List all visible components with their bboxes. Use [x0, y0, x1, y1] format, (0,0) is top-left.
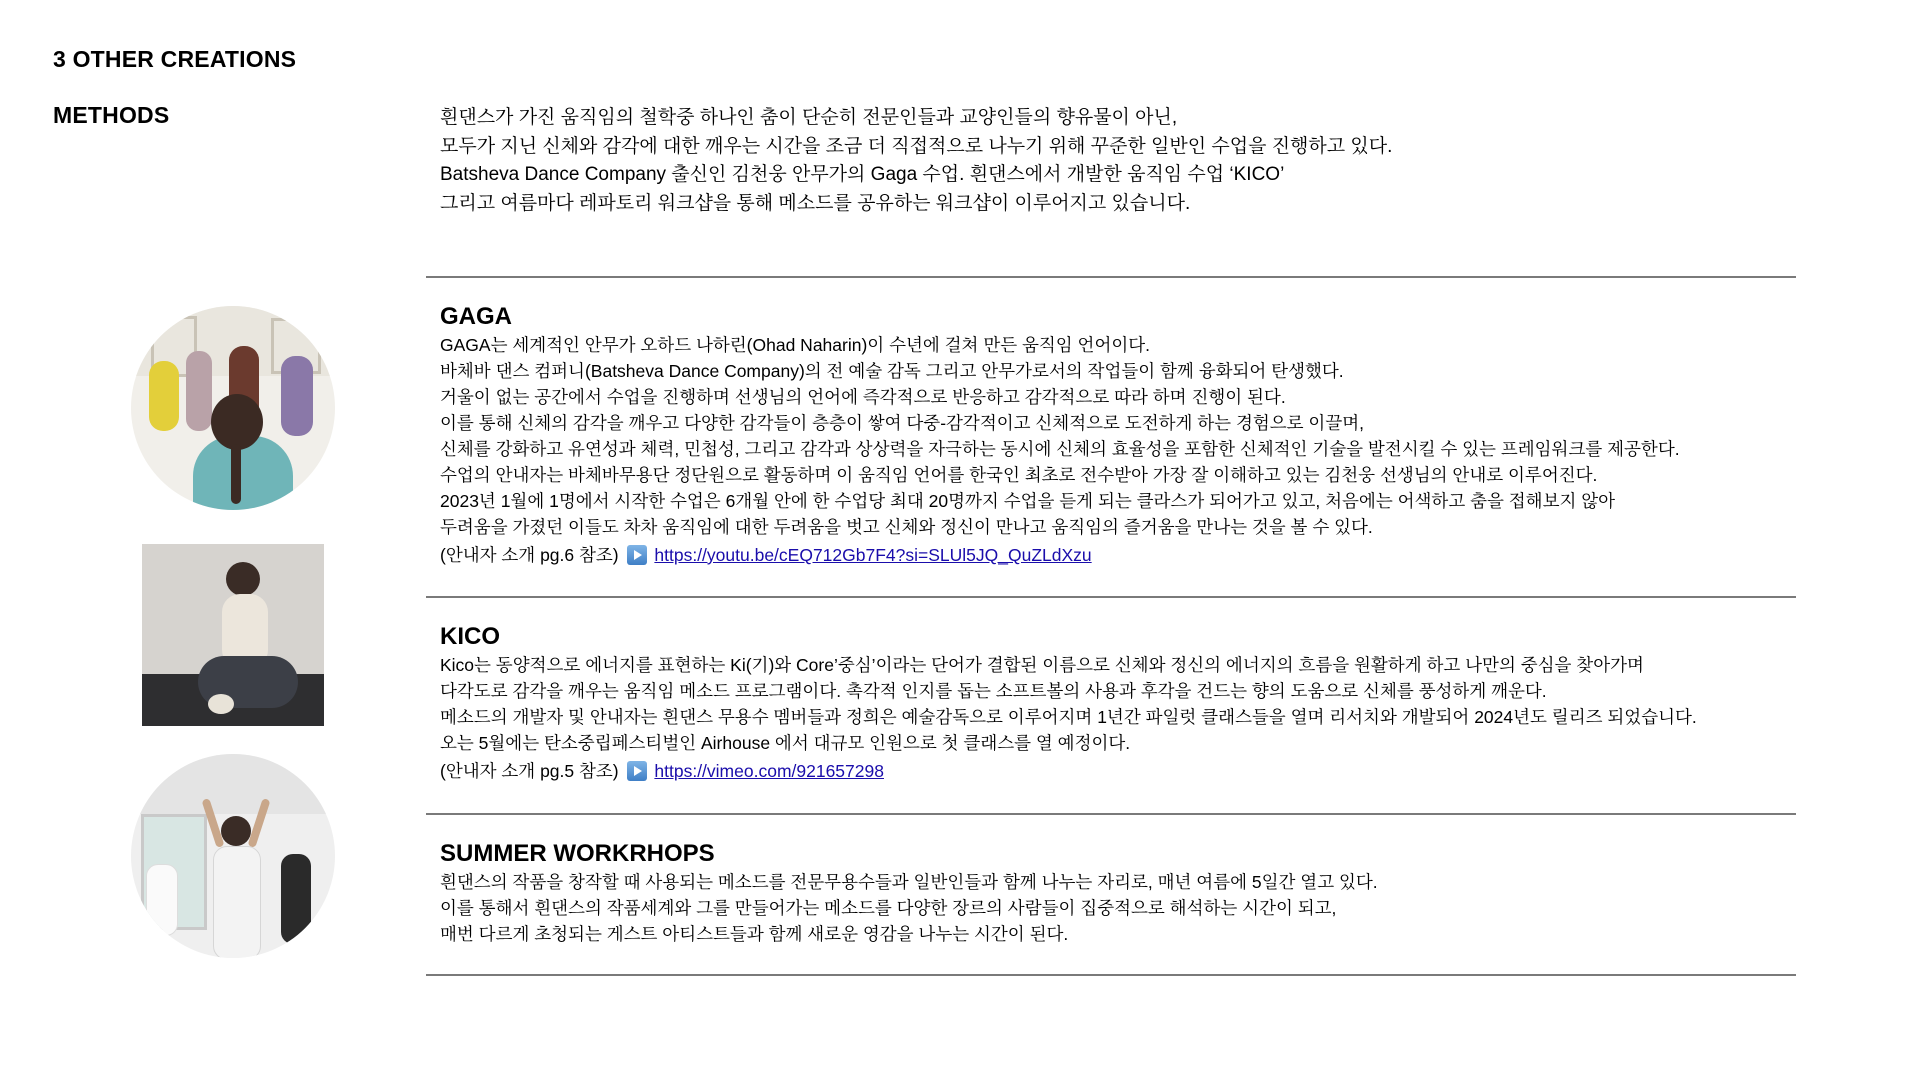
play-button-icon[interactable]	[627, 545, 647, 565]
intro-line: Batsheva Dance Company 출신인 김천웅 안무가의 Gaga 수업. 흰댄스에서 개발한 움직임 수업 ‘KICO’	[440, 164, 1285, 185]
intro-line: 흰댄스가 가진 움직임의 철학중 하나인 춤이 단순히 전문인들과 교양인들의 향유물이 아닌,	[440, 107, 1178, 128]
gaga-reference	[440, 542, 1680, 568]
methods-title: METHODS	[53, 102, 170, 128]
summer-title: SUMMER WORKRHOPS	[440, 840, 715, 867]
summer-workshop-photo	[131, 754, 335, 958]
gaga-class-photo	[131, 306, 335, 510]
kico-ref-text: (안내자 소개 pg.5 참조)	[440, 761, 619, 781]
kico-section	[440, 622, 1697, 784]
kico-video-link[interactable]: https://vimeo.com/921657298	[654, 761, 884, 781]
divider	[426, 974, 1796, 976]
gaga-video-link[interactable]: https://youtu.be/cEQ712Gb7F4?si=SLUl5JQ_QuZLdXzu	[654, 545, 1092, 565]
summer-line: 이를 통해서 흰댄스의 작품세계와 그를 만들어가는 메소드를 다양한 장르의 사람들이 집중적으로 해석하는 시간이 되고,	[440, 898, 1337, 918]
kico-reference	[440, 758, 1697, 784]
kico-title: KICO	[440, 623, 500, 650]
gaga-line: 신체를 강화하고 유연성과 체력, 민첩성, 그리고 감각과 상상력을 자극하는 동시에 신체의 효율성을 포함한 신체적인 기술을 발전시킬 수 있는 프레임워크를 제공한다.	[440, 439, 1680, 459]
kico-line: Kico는 동양적으로 에너지를 표현하는 Ki(기)와 Core’중심’이라는 단어가 결합된 이름으로 신체와 정신의 에너지의 흐름을 원활하게 하고 나만의 중심을 찾아가며	[440, 655, 1644, 675]
gaga-title: GAGA	[440, 303, 512, 330]
gaga-line: 거울이 없는 공간에서 수업을 진행하며 선생님의 언어에 즉각적으로 반응하고 감각적으로 따라 하며 진행이 된다.	[440, 387, 1286, 407]
play-button-icon[interactable]	[627, 761, 647, 781]
kico-line: 오는 5월에는 탄소중립페스티벌인 Airhouse 에서 대규모 인원으로 첫 클래스를 열 예정이다.	[440, 733, 1131, 753]
summer-line: 매번 다르게 초청되는 게스트 아티스트들과 함께 새로운 영감을 나누는 시간이 된다.	[440, 924, 1069, 944]
kico-class-photo	[142, 544, 324, 726]
gaga-line: 수업의 안내자는 바체바무용단 정단원으로 활동하며 이 움직임 언어를 한국인 최초로 전수받아 가장 잘 이해하고 있는 김천웅 선생님의 안내로 이루어진다.	[440, 465, 1598, 485]
summer-line: 흰댄스의 작품을 창작할 때 사용되는 메소드를 전문무용수들과 일반인들과 함께 나누는 자리로, 매년 여름에 5일간 열고 있다.	[440, 872, 1378, 892]
divider	[426, 596, 1796, 598]
summer-section	[440, 839, 1378, 947]
gaga-line: 바체바 댄스 컴퍼니(Batsheva Dance Company)의 전 예술 감독 그리고 안무가로서의 작업들이 함께 융화되어 탄생했다.	[440, 361, 1344, 381]
kico-line: 메소드의 개발자 및 안내자는 흰댄스 무용수 멤버들과 정희은 예술감독으로 이루어지며 1년간 파일럿 클래스들을 열며 리서치와 개발되어 2024년도 릴리즈 되었습니다.	[440, 707, 1697, 727]
divider	[426, 813, 1796, 815]
gaga-line: 두려움을 가졌던 이들도 차차 움직임에 대한 두려움을 벗고 신체와 정신이 만나고 움직임의 즐거움을 만나는 것을 볼 수 있다.	[440, 517, 1373, 537]
gaga-line: 이를 통해 신체의 감각을 깨우고 다양한 감각들이 층층이 쌓여 다중-감각적이고 신체적으로 도전하게 하는 경험으로 이끌며,	[440, 413, 1365, 433]
gaga-line: GAGA는 세계적인 안무가 오하드 나하린(Ohad Naharin)이 수년에 걸쳐 만든 움직임 언어이다.	[440, 335, 1151, 355]
divider	[426, 276, 1796, 278]
gaga-section	[440, 302, 1680, 568]
intro-line: 모두가 지닌 신체와 감각에 대한 깨우는 시간을 조금 더 직접적으로 나누기 위해 꾸준한 일반인 수업을 진행하고 있다.	[440, 135, 1393, 157]
intro-text	[440, 104, 1392, 218]
gaga-line: 2023년 1월에 1명에서 시작한 수업은 6개월 안에 한 수업당 최대 20명까지 수업을 듣게 되는 클라스가 되어가고 있고, 처음에는 어색하고 춤을 접해보지 않아	[440, 491, 1616, 511]
intro-line: 그리고 여름마다 레파토리 워크샵을 통해 메소드를 공유하는 워크샵이 이루어지고 있습니다.	[440, 192, 1191, 214]
section-title: 3 OTHER CREATIONS	[53, 46, 297, 72]
kico-line: 다각도로 감각을 깨우는 움직임 메소드 프로그램이다. 촉각적 인지를 돕는 소프트볼의 사용과 후각을 건드는 향의 도움으로 신체를 풍성하게 깨운다.	[440, 681, 1547, 701]
gaga-ref-text: (안내자 소개 pg.6 참조)	[440, 545, 619, 565]
